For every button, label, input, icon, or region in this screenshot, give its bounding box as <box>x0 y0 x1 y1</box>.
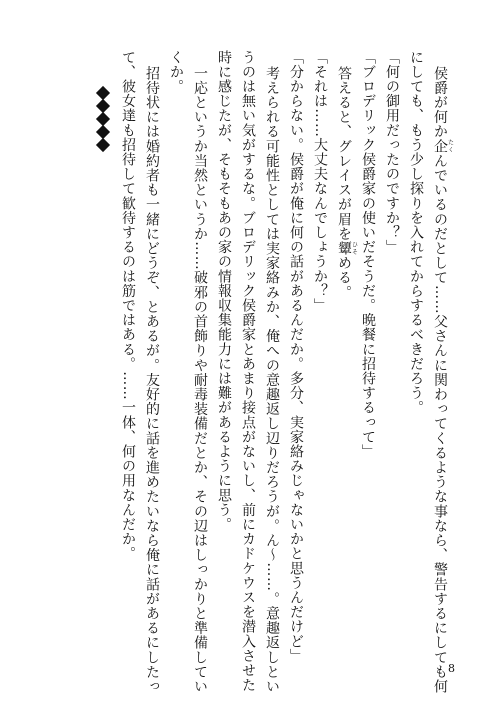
text-line: 時に感じたが、そもそもあの家の情報収集能力には難があるように思う。 <box>216 50 232 532</box>
text-line: 「ブロデリック侯爵家の使いだそうだ。晩餐に招待するって」 <box>360 50 376 459</box>
section-break-ornament <box>92 86 114 151</box>
text-line: にしても、もう少し探りを入れてからするべきだろう。 <box>408 50 424 415</box>
text-line: うのは無い気がするな。ブロデリック侯爵家とあまり接点がないし、前にカドケウスを潜入させた <box>240 50 256 693</box>
diamond-icon <box>96 137 110 151</box>
diamond-icon <box>96 111 110 125</box>
text-line: 答えると、グレイスが眉を顰ひそめる。 <box>336 66 358 300</box>
text-line: 「分からない。侯爵が俺に何の話があるんだか。多分、実家絡みじゃないかと思うんだけど」 <box>288 50 304 664</box>
text-line: 招待状には婚約者も一緒にどうぞ、とあるが。友好的に話を進めたいなら俺に話があるにしたっ <box>144 66 160 694</box>
diamond-icon <box>96 85 110 99</box>
text-line: 「それは……大丈夫なんでしょうか？」 <box>312 50 328 313</box>
furigana: ひそ <box>350 241 358 256</box>
diamond-icon <box>96 124 110 138</box>
diamond-icon <box>96 98 110 112</box>
text-line: 「何の御用だったのですか？」 <box>384 50 400 255</box>
ruby-annotated-word: 顰ひそ <box>336 241 358 256</box>
text-line: 考えられる可能性としては実家絡みか、俺への意趣返し辺りだろうが。ん〜……。意趣返しとい <box>264 66 280 694</box>
text-line: 侯爵が何か企たくんでいるのだとして……父さんに関わってくるような事なら、警告するにしても何 <box>432 66 454 694</box>
text-line: くか。 <box>168 50 184 94</box>
text-line: て、彼女達も招待して歓待するのは筋ではある。……一体、何の用なんだか。 <box>120 50 136 561</box>
text-line: 一応というか当然というか……破邪の首飾りや耐毒装備だとか、その辺はしっかりと準備してい <box>192 66 208 694</box>
page-number: 8 <box>448 662 455 675</box>
ruby-annotated-word: 企たく <box>432 139 454 154</box>
furigana: たく <box>446 139 454 154</box>
